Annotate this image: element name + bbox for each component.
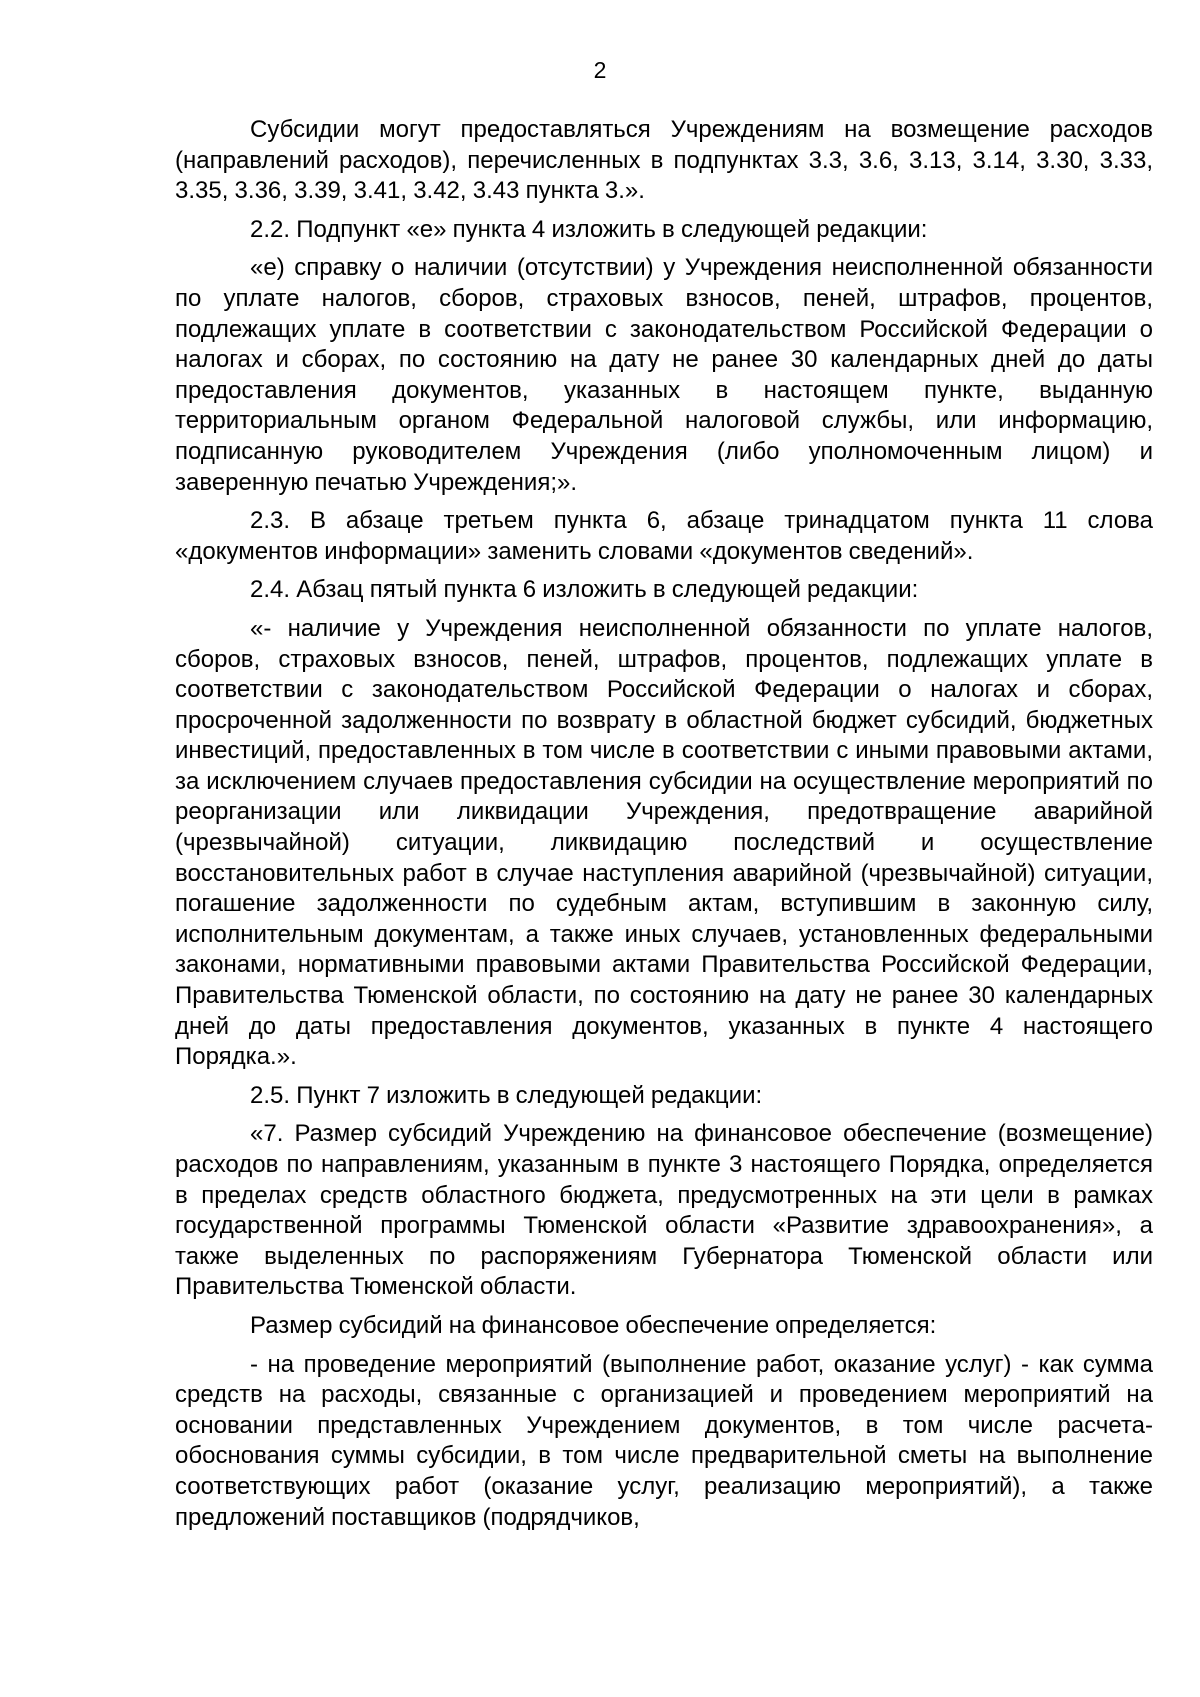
paragraph-2-2-heading: 2.2. Подпункт «е» пункта 4 изложить в следующей редакции: [250, 215, 928, 243]
paragraph-2-5-text: «7. Размер субсидий Учреждению на финансовое обеспечение (возмещение) расходов по направлениям, указанным в пункте 3 настоящего Порядка, определяется в пределах средств областного бюджета, предусмотренных на эти цели в рамках государственной программы Тюменской области «Развитие здравоохранения», а также выделенных по распоряжениям Губернатора Тюменской области или Правительства Тюменской области. [175, 1120, 1153, 1301]
document-body [175, 115, 1153, 1541]
paragraph-2-4-heading: 2.4. Абзац пятый пункта 6 изложить в следующей редакции: [250, 576, 919, 604]
paragraph-financial-support-size: Размер субсидий на финансовое обеспечение определяется: [250, 1311, 937, 1339]
paragraph-events-costs: - на проведение мероприятий (выполнение работ, оказание услуг) - как сумма средств на расходы, связанные с организацией и проведением мероприятий на основании представленных Учреждением документов, в том числе расчета-обоснования суммы субсидии, в том числе предварительной сметы на выполнение соответствующих работ (оказание услуг, реализацию мероприятий), а также предложений поставщиков (подрядчиков, [175, 1350, 1153, 1531]
paragraph-2-4-text: «- наличие у Учреждения неисполненной обязанности по уплате налогов, сборов, страховых взносов, пеней, штрафов, процентов, подлежащих уплате в соответствии с законодательством Российской Федерации о налогах и сборах, просроченной задолженности по возврату в областной бюджет субсидий, бюджетных инвестиций, предоставленных в том числе в соответствии с иными правовыми актами, за исключением случаев предоставления субсидии на осуществление мероприятий по реорганизации или ликвидации Учреждения, предотвращение аварийной (чрезвычайной) ситуации, ликвидацию последствий и осуществление восстановительных работ в случае наступления аварийной (чрезвычайной) ситуации, погашение задолженности по судебным актам, вступившим в законную силу, исполнительным документам, а также иных случаев, установленных федеральными законами, нормативными правовыми актами Правительства Российской Федерации, Правительства Тюменской области, по состоянию на дату не ранее 30 календарных дней до даты предоставления документов, указанных в пункте 4 настоящего Порядка.». [175, 614, 1153, 1071]
paragraph-subsidies-reimbursement: Субсидии могут предоставляться Учреждениям на возмещение расходов (направлений расходов), перечисленных в подпунктах 3.3, 3.6, 3.13, 3.14, 3.30, 3.33, 3.35, 3.36, 3.39, 3.41, 3.42, 3.43 пункта 3.». [175, 116, 1153, 205]
paragraph-2-3: 2.3. В абзаце третьем пункта 6, абзаце тринадцатом пункта 11 слова «документов информации» заменить словами «документов сведений». [175, 507, 1153, 565]
paragraph-2-5-heading: 2.5. Пункт 7 изложить в следующей редакции: [250, 1081, 763, 1109]
paragraph-2-2-text: «е) справку о наличии (отсутствии) у Учреждения неисполненной обязанности по уплате налогов, сборов, страховых взносов, пеней, штрафов, процентов, подлежащих уплате в соответствии с законодательством Российской Федерации о налогах и сборах, по состоянию на дату не ранее 30 календарных дней до даты предоставления документов, указанных в настоящем пункте, выданную территориальным органом Федеральной налоговой службы, или информацию, подписанную руководителем Учреждения (либо уполномоченным лицом) и заверенную печатью Учреждения;». [175, 254, 1153, 496]
page-number: 2 [593, 57, 607, 83]
